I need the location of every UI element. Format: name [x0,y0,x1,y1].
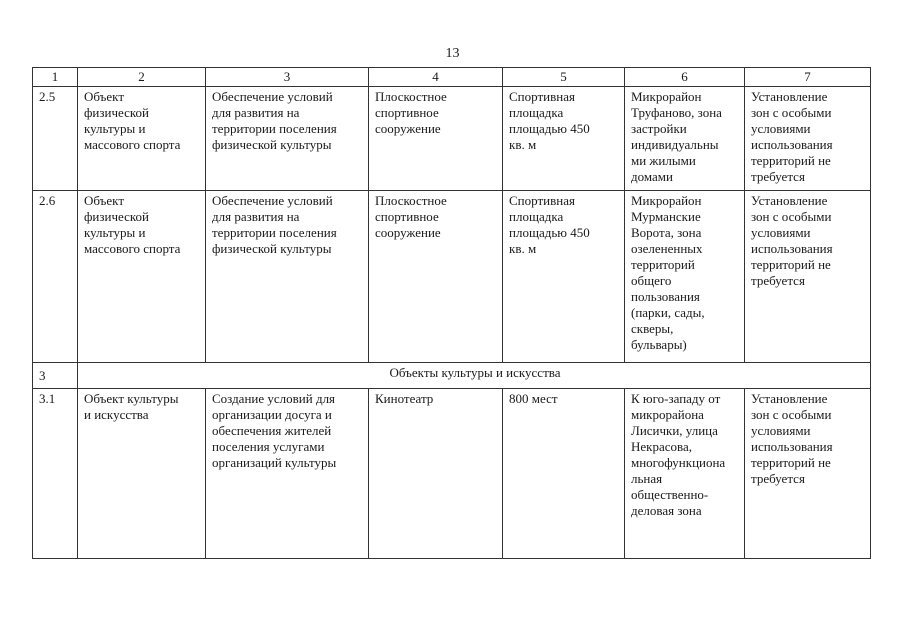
cell-line: общего [631,273,672,288]
cell-line: площадью 450 [509,225,590,240]
cell-line: индивидуальны [631,137,719,152]
section-title: Объекты культуры и искусства [78,363,871,389]
cell-line: для развития на [212,105,300,120]
cell-line: Мурманские [631,209,701,224]
cell-line: массового спорта [84,241,181,256]
objects-table [32,67,871,559]
location-cell [625,191,745,363]
cell-line: льная [631,471,663,486]
section-row [33,363,871,389]
cell-line: Спортивная [509,193,575,208]
cell-line: домами [631,169,673,184]
location-cell [625,389,745,559]
cell-line: сооружение [375,225,441,240]
cell-line: кв. м [509,241,537,256]
cell-line: общественно- [631,487,709,502]
cell-line: зон с особыми [751,209,832,224]
location-cell [625,87,745,191]
cell-line: пользования [631,289,700,304]
cell-line: 800 мест [509,391,558,406]
cell-line: Труфаново, зона [631,105,722,120]
cell-line: зон с особыми [751,407,832,422]
cell-line: культуры и [84,121,146,136]
cell-line: физической культуры [212,137,332,152]
cell-line: организации досуга и [212,407,332,422]
cell-line: физической [84,209,149,224]
cell-line: требуется [751,169,805,184]
cell-line: бульвары) [631,337,687,352]
row-number: 3 [33,363,78,389]
cell-line: Плоскостное [375,193,447,208]
purpose-cell [206,191,369,363]
cell-line: Ворота, зона [631,225,702,240]
cell-line: (парки, сады, [631,305,705,320]
column-number: 4 [369,68,503,87]
cell-line: Установление [751,193,828,208]
cell-line: зон с особыми [751,105,832,120]
cell-line: территории поселения [212,225,337,240]
cell-line: спортивное [375,105,439,120]
cell-line: Обеспечение условий [212,89,333,104]
cell-line: условиями [751,225,811,240]
cell-line: ми жилыми [631,153,696,168]
column-number: 2 [78,68,206,87]
row-number: 2.5 [33,87,78,191]
cell-line: территорий не [751,153,831,168]
row-number: 3.1 [33,389,78,559]
purpose-cell [206,389,369,559]
cell-line: Объект [84,89,124,104]
cell-line: Создание условий для [212,391,336,406]
table-row [33,389,871,559]
cell-line: использования [751,137,833,152]
cell-line: Обеспечение условий [212,193,333,208]
cell-line: требуется [751,471,805,486]
cell-line: территорий не [751,257,831,272]
object-type-cell [78,87,206,191]
cell-line: условиями [751,121,811,136]
cell-line: Спортивная [509,89,575,104]
cell-line: и искусства [84,407,149,422]
column-number: 1 [33,68,78,87]
cell-line: для развития на [212,209,300,224]
column-number-row [33,68,871,87]
cell-line: микрорайона [631,407,704,422]
cell-line: многофункциона [631,455,726,470]
cell-line: кв. м [509,137,537,152]
cell-line: требуется [751,273,805,288]
characteristics-cell [503,389,625,559]
cell-line: деловая зона [631,503,702,518]
characteristics-cell [503,87,625,191]
cell-line: культуры и [84,225,146,240]
object-name-cell [369,389,503,559]
cell-line: сооружение [375,121,441,136]
column-number: 5 [503,68,625,87]
cell-line: обеспечения жителей [212,423,332,438]
page-number: 13 [445,46,460,61]
object-name-cell [369,87,503,191]
cell-line: Объект культуры [84,391,179,406]
cell-line: площадка [509,209,564,224]
object-type-cell [78,191,206,363]
cell-line: Установление [751,391,828,406]
column-number: 7 [745,68,871,87]
cell-line: организаций культуры [212,455,337,470]
cell-line: Установление [751,89,828,104]
cell-line: скверы, [631,321,674,336]
cell-line: массового спорта [84,137,181,152]
cell-line: Микрорайон [631,89,702,104]
cell-line: Микрорайон [631,193,702,208]
cell-line: Объект [84,193,124,208]
cell-line: спортивное [375,209,439,224]
row-number: 2.6 [33,191,78,363]
cell-line: застройки [631,121,687,136]
cell-line: Лисички, улица [631,423,718,438]
cell-line: физической [84,105,149,120]
column-number: 6 [625,68,745,87]
purpose-cell [206,87,369,191]
cell-line: территории поселения [212,121,337,136]
cell-line: территорий [631,257,695,272]
cell-line: Некрасова, [631,439,693,454]
cell-line: территорий не [751,455,831,470]
cell-line: озелененных [631,241,703,256]
object-name-cell [369,191,503,363]
cell-line: Плоскостное [375,89,447,104]
table-row [33,87,871,191]
zones-cell [745,389,871,559]
cell-line: физической культуры [212,241,332,256]
cell-line: Кинотеатр [375,391,434,406]
cell-line: использования [751,439,833,454]
cell-line: использования [751,241,833,256]
table-row [33,191,871,363]
cell-line: площадка [509,105,564,120]
characteristics-cell [503,191,625,363]
cell-line: условиями [751,423,811,438]
zones-cell [745,191,871,363]
object-type-cell [78,389,206,559]
zones-cell [745,87,871,191]
cell-line: площадью 450 [509,121,590,136]
column-number: 3 [206,68,369,87]
cell-line: К юго-западу от [631,391,721,406]
cell-line: поселения услугами [212,439,325,454]
